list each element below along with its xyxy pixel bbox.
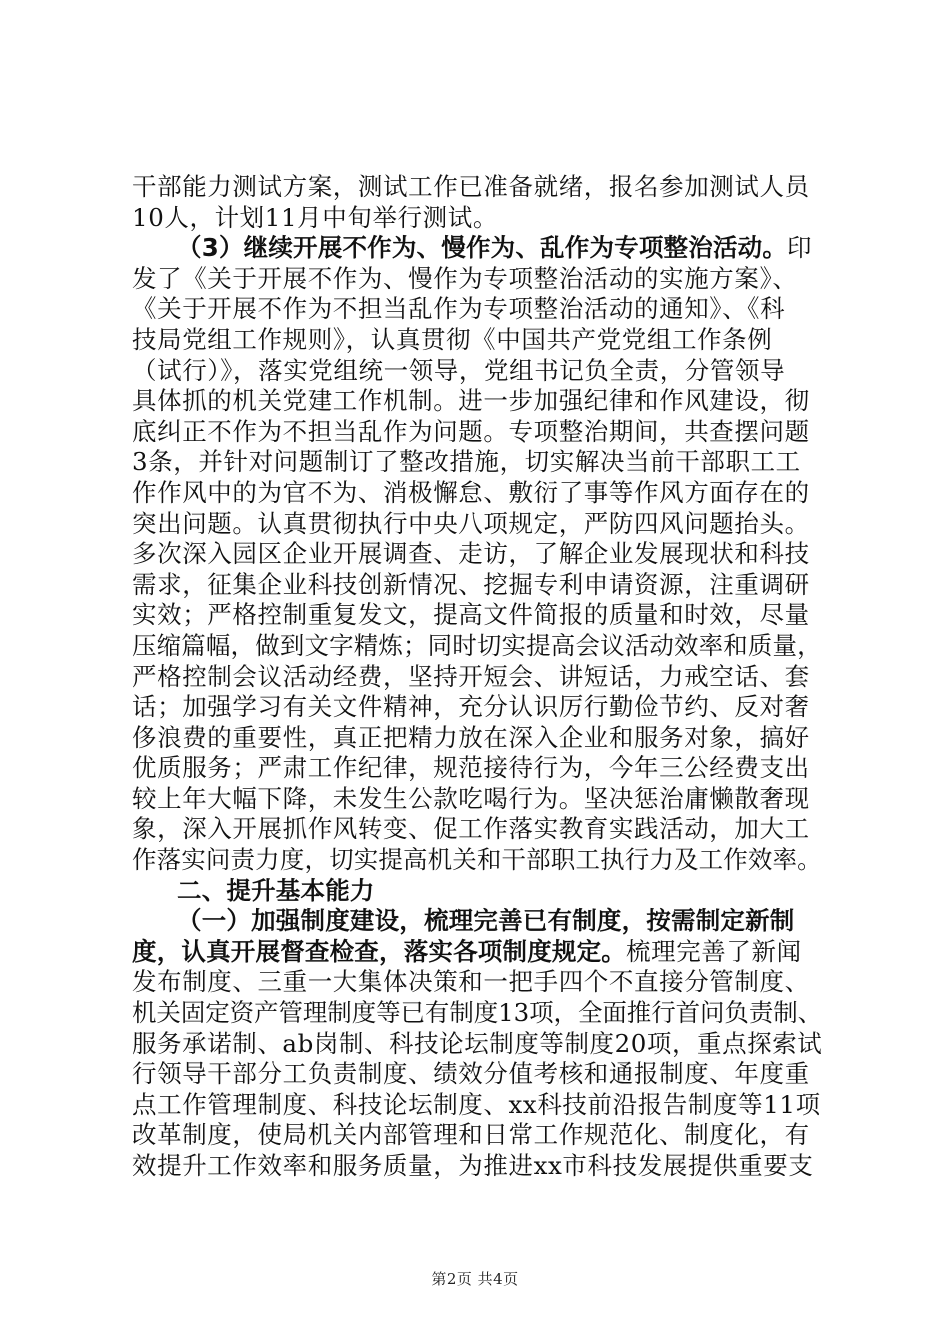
text-segment: 效提升工作效率和服务质量，为推进xx市科技发展提供重要支 <box>132 1151 814 1180</box>
text-line <box>132 600 822 631</box>
text-segment: （试行）》，落实党组统一领导，党组书记负全责，分管领导 <box>132 355 786 385</box>
text-line <box>132 1120 822 1151</box>
text-segment: 机关固定资产管理制度等已有制度13项，全面推行首问负责制、 <box>132 998 823 1028</box>
text-line <box>132 509 822 540</box>
text-segment: 服务承诺制、ab岗制、科技论坛制度等制度20项，重点探索试 <box>132 1028 823 1058</box>
text-segment: 改革制度，使局机关内部管理和日常工作规范化、制度化，有 <box>132 1120 810 1150</box>
text-line <box>132 662 822 693</box>
text-line <box>132 356 822 387</box>
text-line <box>132 723 822 754</box>
bold-text-segment: 度，认真开展督查检查，落实各项制度规定。 <box>132 936 626 966</box>
text-segment: 作落实问责力度，切实提高机关和干部职工执行力及工作效率。 <box>132 845 822 875</box>
text-segment: 行领导干部分工负责制度、绩效分值考核和通报制度、年度重 <box>132 1059 810 1089</box>
text-line <box>132 631 822 662</box>
text-line <box>132 784 822 815</box>
text-line <box>132 998 822 1029</box>
text-segment: 需求，征集企业科技创新情况、挖掘专利申请资源，注重调研 <box>132 569 810 599</box>
text-segment: 侈浪费的重要性，真正把精力放在深入企业和服务对象，搞好 <box>132 722 810 752</box>
text-line <box>132 233 822 264</box>
text-line <box>132 478 822 509</box>
text-line <box>132 325 822 356</box>
text-line <box>132 386 822 417</box>
bold-text-segment: （一）加强制度建设，梳理完善已有制度，按需制定新制 <box>177 906 795 936</box>
text-segment: 10人，计划11月中旬举行测试。 <box>132 202 498 232</box>
text-segment: 较上年大幅下降，未发生公款吃喝行为。坚决惩治庸懒散奢现 <box>132 783 810 813</box>
text-segment: 底纠正不作为不担当乱作为问题。专项整治期间，共查摆问题 <box>132 416 810 446</box>
text-line <box>132 294 822 325</box>
page-footer: 第2页 共4页 <box>431 1270 519 1288</box>
text-segment: 象，深入开展抓作风转变、促工作落实教育实践活动，加大工 <box>132 814 810 844</box>
bold-text-segment: 二、提升基本能力 <box>177 875 375 905</box>
text-line <box>132 417 822 448</box>
text-segment: 技局党组工作规则》，认真贯彻《中国共产党党组工作条例 <box>132 324 773 354</box>
text-line <box>132 447 822 478</box>
text-line <box>132 906 822 937</box>
text-segment: 梳理完善了新闻 <box>626 936 802 966</box>
text-segment: 具体抓的机关党建工作机制。进一步加强纪律和作风建设，彻 <box>132 386 810 416</box>
document-body <box>132 172 822 1182</box>
text-line <box>132 753 822 784</box>
text-segment: 干部能力测试方案，测试工作已准备就绪，报名参加测试人员 <box>132 172 810 201</box>
text-line <box>132 264 822 295</box>
text-line <box>132 692 822 723</box>
text-line <box>132 570 822 601</box>
text-segment: 突出问题。认真贯彻执行中央八项规定，严防四风问题抬头。 <box>132 508 810 538</box>
text-segment: 3条，并针对问题制订了整改措施，切实解决当前干部职工工 <box>132 447 801 477</box>
text-line <box>132 1151 822 1182</box>
text-segment: 压缩篇幅，做到文字精炼；同时切实提高会议活动效率和质量， <box>132 630 822 660</box>
text-segment: 严格控制会议活动经费，坚持开短会、讲短话，力戒空话、套 <box>132 661 810 691</box>
text-line <box>132 876 822 907</box>
text-line <box>132 1029 822 1060</box>
bold-text-segment: （3）继续开展不作为、慢作为、乱作为专项整治活动。 <box>177 233 788 263</box>
text-segment: 点工作管理制度、科技论坛制度、xx科技前沿报告制度等11项 <box>132 1089 821 1119</box>
text-line <box>132 937 822 968</box>
text-line <box>132 539 822 570</box>
text-segment: 话；加强学习有关文件精神，充分认识厉行勤俭节约、反对奢 <box>132 692 810 722</box>
text-line <box>132 1059 822 1090</box>
text-line <box>132 203 822 234</box>
text-segment: 发布制度、三重一大集体决策和一把手四个不直接分管制度、 <box>132 967 810 997</box>
text-line <box>132 1090 822 1121</box>
text-segment: 实效；严格控制重复发文，提高文件简报的质量和时效，尽量 <box>132 600 810 630</box>
text-segment: 《关于开展不作为不担当乱作为专项整治活动的通知》、《科 <box>132 294 786 324</box>
text-segment: 印 <box>787 233 813 263</box>
text-segment: 发了《关于开展不作为、慢作为专项整治活动的实施方案》、 <box>132 263 798 293</box>
text-segment: 优质服务；严肃工作纪律，规范接待行为，今年三公经费支出 <box>132 753 810 783</box>
text-line <box>132 172 822 203</box>
text-line <box>132 814 822 845</box>
text-line <box>132 967 822 998</box>
text-line <box>132 845 822 876</box>
text-segment: 多次深入园区企业开展调查、走访，了解企业发展现状和科技 <box>132 539 810 569</box>
text-segment: 作作风中的为官不为、消极懈怠、敷衍了事等作风方面存在的 <box>132 477 810 507</box>
